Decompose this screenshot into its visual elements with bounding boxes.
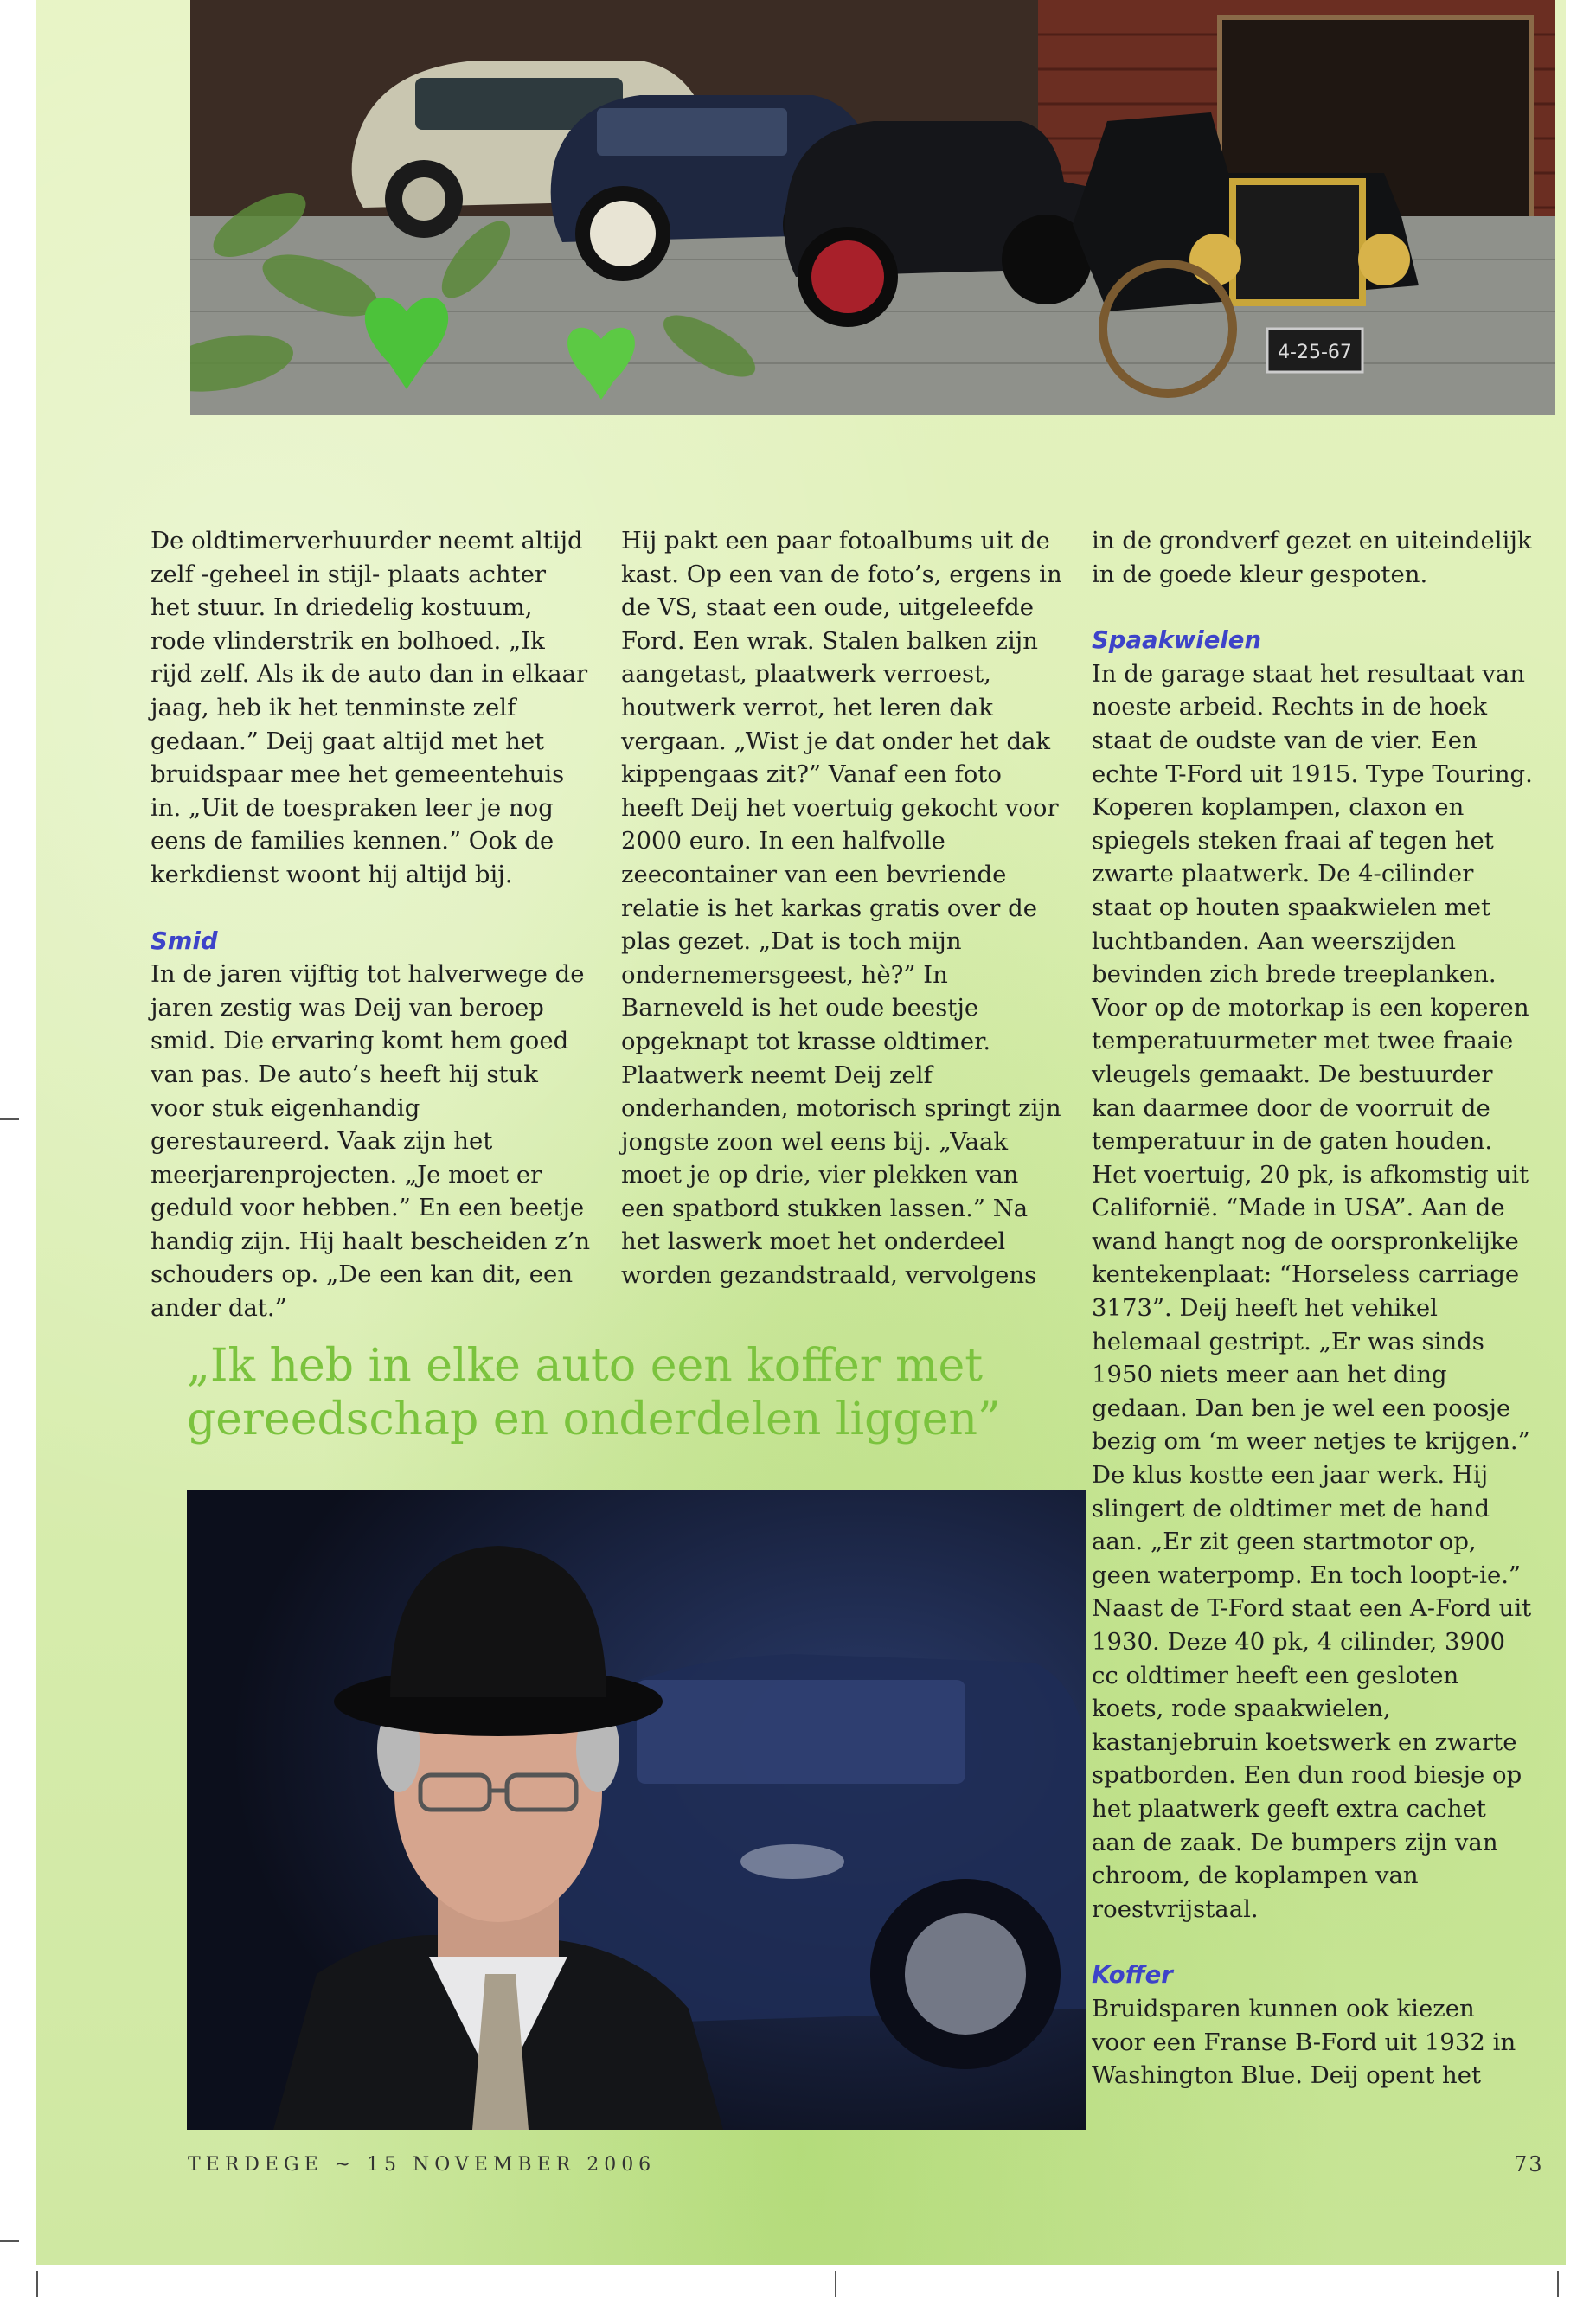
magazine-page [36, 0, 1566, 2265]
crop-mark-left [0, 1118, 19, 1120]
article-column-2 [621, 524, 1062, 1292]
column2-paragraph-2: Plaatwerk neemt Deij zelf onderhanden, motorisch springt zijn jongste zoon wel eens bij. „Vaak moet je op drie, vier plekken van een spatbord stukken lassen.” Na het laswerk moet het onderdeel worden gezandstraald, vervolgens [621, 1061, 1061, 1290]
pull-quote: „Ik heb in elke auto een koffer met gereedschap en onderdelen liggen” [187, 1340, 1001, 1445]
page-number: 73 [1514, 2152, 1544, 2176]
subheading-spaakwielen: Spaakwielen [1092, 626, 1262, 655]
column3-paragraph-3: Het voertuig, 20 pk, is afkomstig uit Californië. “Made in USA”. Aan de wand hangt nog de oorspronkelijke kentekenplaat: “Horseless carriage 3173”. Deij heeft het vehikel helemaal gestript. „Er was sinds 1950 niets meer aan het ding gedaan. Dan ben je wel een poosje bezig om ‘m weer netjes te krijgen.” De klus kostte een jaar werk. Hij slingert de oldtimer met de hand aan. „Er zit geen startmotor op, geen waterpomp. En toch loopt-ie.” [1092, 1160, 1530, 1589]
license-plate-text: 4-25-67 [1278, 342, 1352, 363]
column3-paragraph-4: Naast de T-Ford staat een A-Ford uit 1930. Deze 40 pk, 4 cilinder, 3900 cc oldtimer heeft een gesloten koets, rode spaakwielen, kastanjebruin koetswerk en zwarte spatborden. Een dun rood biesje op het plaatwerk geeft extra cachet aan de zaak. De bumpers zijn van chroom, de koplampen van roestvrijstaal. [1092, 1594, 1532, 1923]
subheading-koffer: Koffer [1092, 1961, 1173, 1990]
crop-mark-bottom-2 [835, 2271, 836, 2297]
column1-paragraph-2: In de jaren vijftig tot halverwege de jaren zestig was Deij van beroep smid. Die ervaring komt hem goed van pas. De auto’s heeft hij stuk voor stuk eigenhandig gerestaureerd. Vaak zijn het meerjarenprojecten. „Je moet er geduld voor hebben.” En een beetje handig zijn. Hij haalt bescheiden z’n schouders op. „De een kan dit, een ander dat.” [151, 960, 591, 1323]
footer-magazine-date: TERDEGE ~ 15 NOVEMBER 2006 [188, 2154, 657, 2176]
crop-mark-bottom-3 [1557, 2271, 1559, 2297]
hero-photo [190, 0, 1555, 415]
column3-paragraph-5: Bruidsparen kunnen ook kiezen voor een Franse B-Ford uit 1932 in Washington Blue. Deij opent het [1092, 1994, 1516, 2090]
subheading-smid: Smid [151, 926, 218, 955]
article-column-3 [1092, 524, 1533, 2093]
column3-paragraph-1: in de grondverf gezet en uiteindelijk in de goede kleur gespoten. [1092, 527, 1532, 588]
portrait-photo [187, 1490, 1086, 2130]
portrait-photo-illustration [187, 1490, 1086, 2130]
hero-photo-illustration [190, 0, 1555, 415]
crop-mark-bottom-left [0, 2240, 19, 2242]
article-column-1 [151, 524, 592, 1325]
crop-mark-bottom-1 [36, 2271, 38, 2297]
column3-paragraph-2: In de garage staat het resultaat van noeste arbeid. Rechts in de hoek staat de oudste van de vier. Een echte T-Ford uit 1915. Type Touring. Koperen koplampen, claxon en spiegels steken fraai af tegen het zwarte plaatwerk. De 4-cilinder staat op houten spaakwielen met luchtbanden. Aan weerszijden bevinden zich brede treeplanken. Voor op de motorkap is een koperen temperatuurmeter met twee fraaie vleugels gemaakt. De bestuurder kan daarmee door de voorruit de temperatuur in de gaten houden. [1092, 659, 1533, 1156]
column2-paragraph-1: Hij pakt een paar fotoalbums uit de kast. Op een van de foto’s, ergens in de VS, staat een oude, uitgeleefde Ford. Een wrak. Stalen balken zijn aangetast, plaatwerk verroest, houtwerk verrot, het leren dak vergaan. „Wist je dat onder het dak kippengaas zit?” Vanaf een foto heeft Deij het voertuig gekocht voor 2000 euro. In een halfvolle zeecontainer van een bevriende relatie is het karkas gratis over de plas gezet. „Dat is toch mijn ondernemersgeest, hè?” In Barneveld is het oude beestje opgeknapt tot krasse oldtimer. [621, 527, 1062, 1055]
column1-paragraph-1: De oldtimerverhuurder neemt altijd zelf -geheel in stijl- plaats achter het stuur. In driedelig kostuum, rode vlinderstrik en bolhoed. „Ik rijd zelf. Als ik de auto dan in elkaar jaag, heb ik het tenminste zelf gedaan.” Deij gaat altijd met het bruidspaar mee het gemeentehuis in. „Uit de toespraken leer je nog eens de families kennen.” Ook de kerkdienst woont hij altijd bij. [151, 527, 588, 888]
